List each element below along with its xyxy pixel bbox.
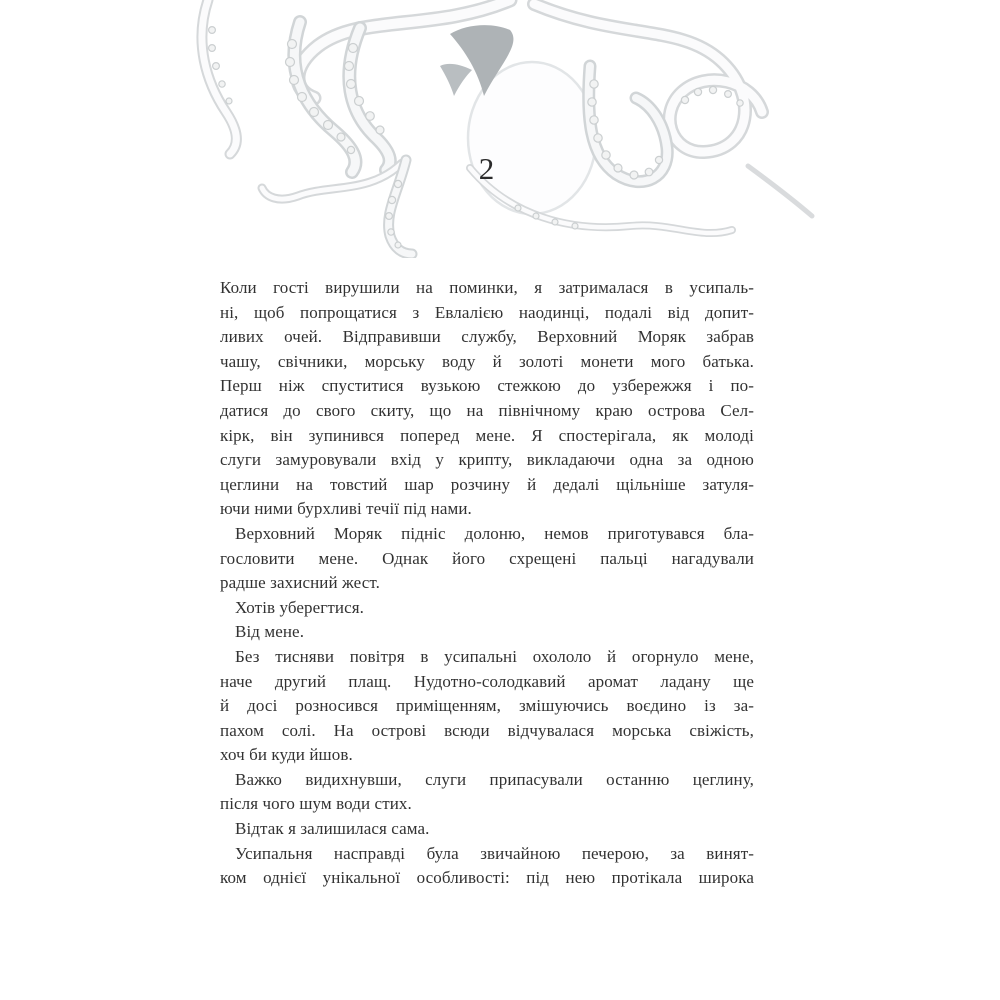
text-line: Без тисняви повітря в усипальні охололо й огорнуло мене, bbox=[235, 646, 754, 666]
text-line: пахом солі. На острові всюди відчувалася морська свіжість, bbox=[220, 720, 754, 740]
octopus-illustration bbox=[188, 0, 816, 258]
text-line: ючи ними бурхливі течії під нами. bbox=[220, 499, 472, 519]
text-line: датися до свого скиту, що на північному краю острова Сел- bbox=[220, 400, 754, 420]
text-line: Важко видихнувши, слуги припасували останню цеглину, bbox=[235, 769, 754, 789]
text-line: хоч би куди йшов. bbox=[220, 745, 353, 765]
text-line: Відтак я залишилася сама. bbox=[235, 819, 430, 839]
text-line: Усипальня насправді була звичайною печерою, за винят- bbox=[235, 843, 754, 863]
chapter-number: 2 bbox=[478, 151, 496, 186]
text-line: Верховний Моряк підніс долоню, немов приготувався бла- bbox=[235, 523, 754, 543]
text-line: Перш ніж спуститися вузькою стежкою до узбережжя і по- bbox=[220, 376, 754, 396]
text-line: Коли гості вирушили на поминки, я затрималася в усипаль- bbox=[220, 278, 754, 297]
text-line: Хотів уберегтися. bbox=[235, 597, 365, 617]
text-line: чашу, свічники, морську воду й золоті монети мого батька. bbox=[220, 351, 754, 371]
text-line: ні, щоб попрощатися з Евлалією наодинці, подалі від допит- bbox=[220, 302, 754, 322]
octopus-icon bbox=[188, 0, 816, 258]
text-line: цеглини на товстий шар розчину й дедалі щільніше затуля- bbox=[220, 474, 754, 494]
text-line: ливих очей. Відправивши службу, Верховний Моряк забрав bbox=[220, 327, 754, 347]
text-line: кірк, він зупинився поперед мене. Я спостерігала, як молоді bbox=[220, 425, 754, 445]
text-line: ком однієї унікальної особливості: під нею протікала широка bbox=[220, 868, 754, 888]
text-line: радше захисний жест. bbox=[220, 573, 380, 593]
text-line: й досі розносився приміщенням, змішуючись воєдино із за- bbox=[220, 696, 754, 716]
text-line: слуги замуровували вхід у крипту, викладаючи одна за одною bbox=[220, 450, 754, 470]
chapter-text bbox=[220, 276, 754, 891]
text-line: після чого шум води стих. bbox=[220, 794, 412, 814]
text-line: гословити мене. Однак його схрещені пальці нагадували bbox=[220, 548, 754, 568]
text-line: наче другий плащ. Нудотно-солодкавий аромат ладану ще bbox=[220, 671, 754, 691]
text-line: Від мене. bbox=[235, 622, 305, 642]
